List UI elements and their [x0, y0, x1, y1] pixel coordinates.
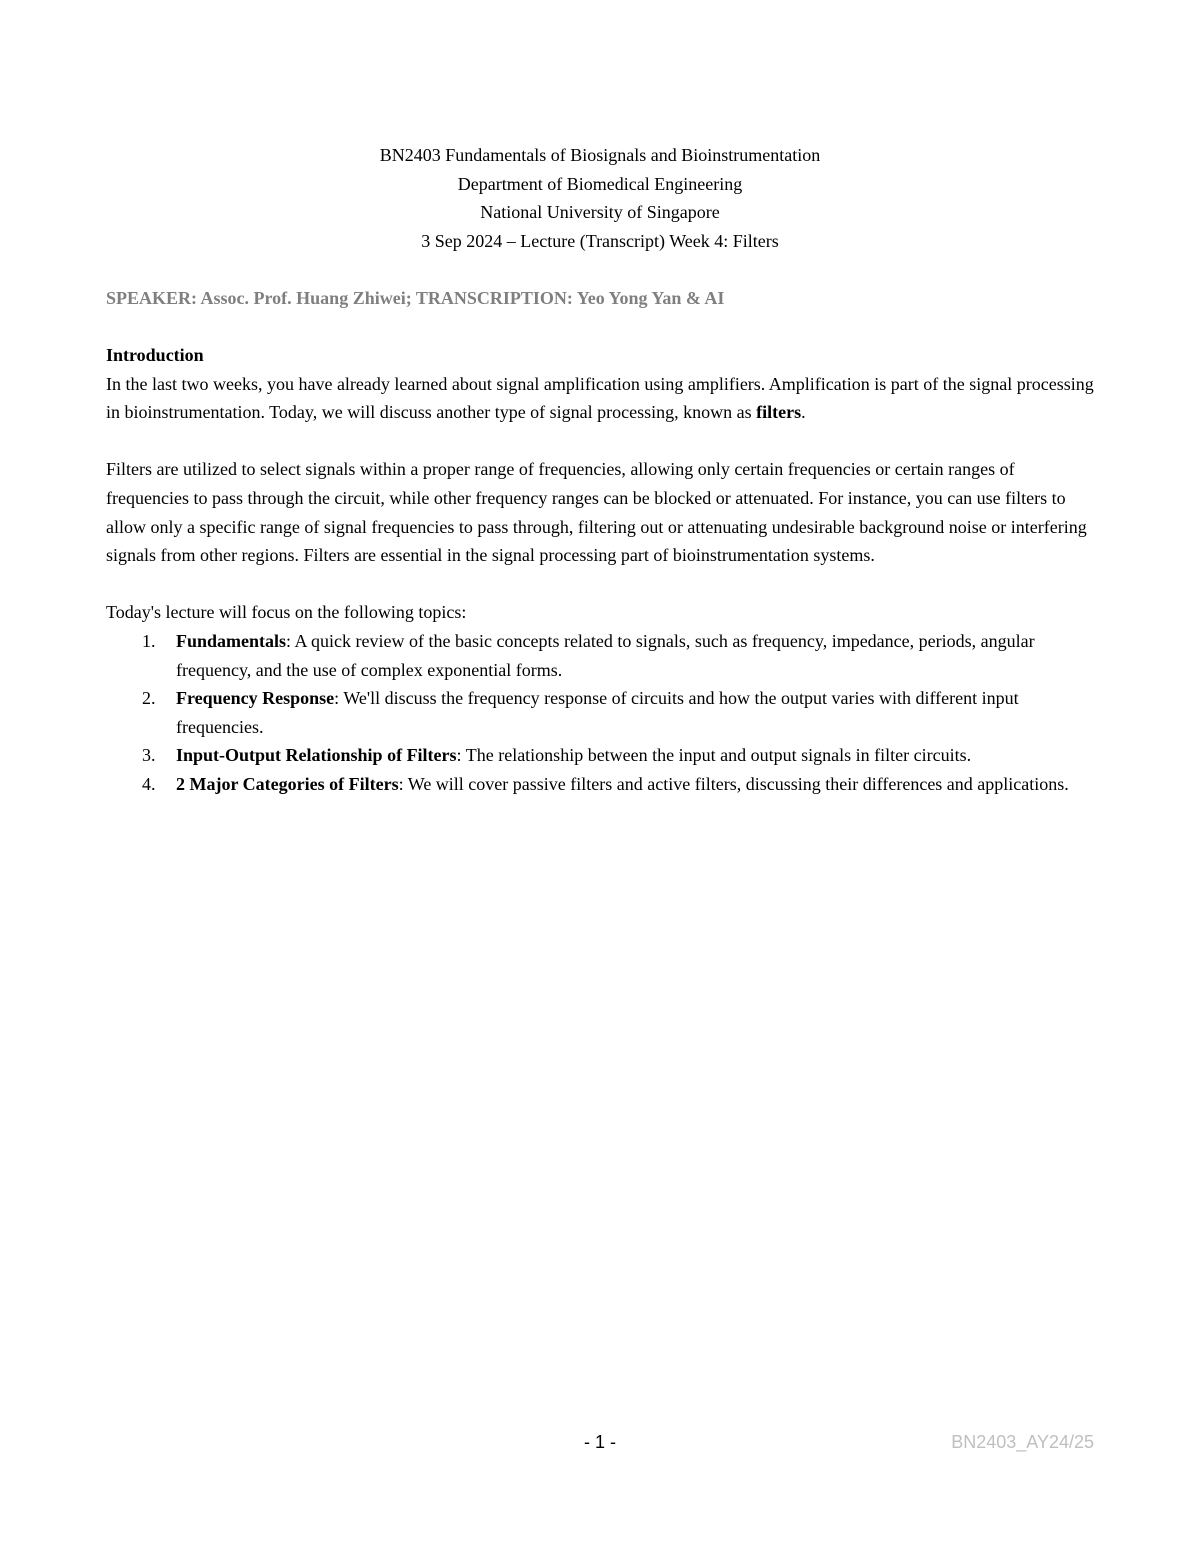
list-item-term: Input-Output Relationship of Filters [176, 745, 457, 766]
lecture-title: 3 Sep 2024 – Lecture (Transcript) Week 4: Filters [421, 230, 779, 251]
topics-list [106, 627, 1096, 799]
topics-intro: Today's lecture will focus on the following topics: [106, 602, 467, 623]
list-item-number: 2. [142, 688, 156, 709]
list-item [106, 741, 1096, 770]
page-number: - 1 - [583, 1432, 616, 1452]
document-body [106, 341, 1096, 799]
document-header [0, 141, 1200, 255]
university-name: National University of Singapore [480, 202, 720, 223]
list-item-term: 2 Major Categories of Filters [176, 773, 399, 794]
list-item [106, 770, 1096, 799]
intro-paragraph-1-end: . [801, 402, 806, 423]
list-item-number: 1. [142, 630, 156, 651]
intro-paragraph-1-text: In the last two weeks, you have already learned about signal amplification using amplifiers. Amplification is part of the signal processing in bioinstrumentation. Today, we will discuss another type of signal processing, known as [106, 373, 1094, 423]
list-item-text: : We will cover passive filters and active filters, discussing their differences and applications. [398, 773, 1069, 794]
list-item-number: 4. [142, 773, 156, 794]
list-item-term: Fundamentals [176, 630, 287, 651]
course-title: BN2403 Fundamentals of Biosignals and Bioinstrumentation [379, 145, 821, 165]
filters-bold-term: filters [756, 402, 802, 423]
intro-paragraph-2: Filters are utilized to select signals within a proper range of frequencies, allowing only certain frequencies or certain ranges of frequencies to pass through the circuit, while other frequency ranges can be blocked or attenuated. For instance, you can use filters to allow only a specific range of signal frequencies to pass through, filtering out or attenuating undesirable background noise or interfering signals from other regions. Filters are essential in the signal processing part of bioinstrumentation systems. [106, 459, 1087, 566]
list-item-text: : We'll discuss the frequency response of circuits and how the output varies with different input frequencies. [176, 688, 1019, 737]
list-item-text: : A quick review of the basic concepts related to signals, such as frequency, impedance, periods, angular frequency, and the use of complex exponential forms. [176, 630, 1035, 680]
intro-paragraph-1 [106, 370, 1096, 427]
list-item-number: 3. [142, 745, 156, 766]
list-item [106, 627, 1096, 684]
section-heading-introduction: Introduction [106, 345, 204, 365]
document-code: BN2403_AY24/25 [951, 1432, 1094, 1452]
list-item-text: : The relationship between the input and output signals in filter circuits. [456, 745, 972, 766]
list-item [106, 684, 1096, 741]
list-item-term: Frequency Response [176, 688, 335, 709]
speaker-line: SPEAKER: Assoc. Prof. Huang Zhiwei; TRANSCRIPTION: Yeo Yong Yan & AI [106, 288, 725, 308]
department-name: Department of Biomedical Engineering [457, 173, 743, 194]
